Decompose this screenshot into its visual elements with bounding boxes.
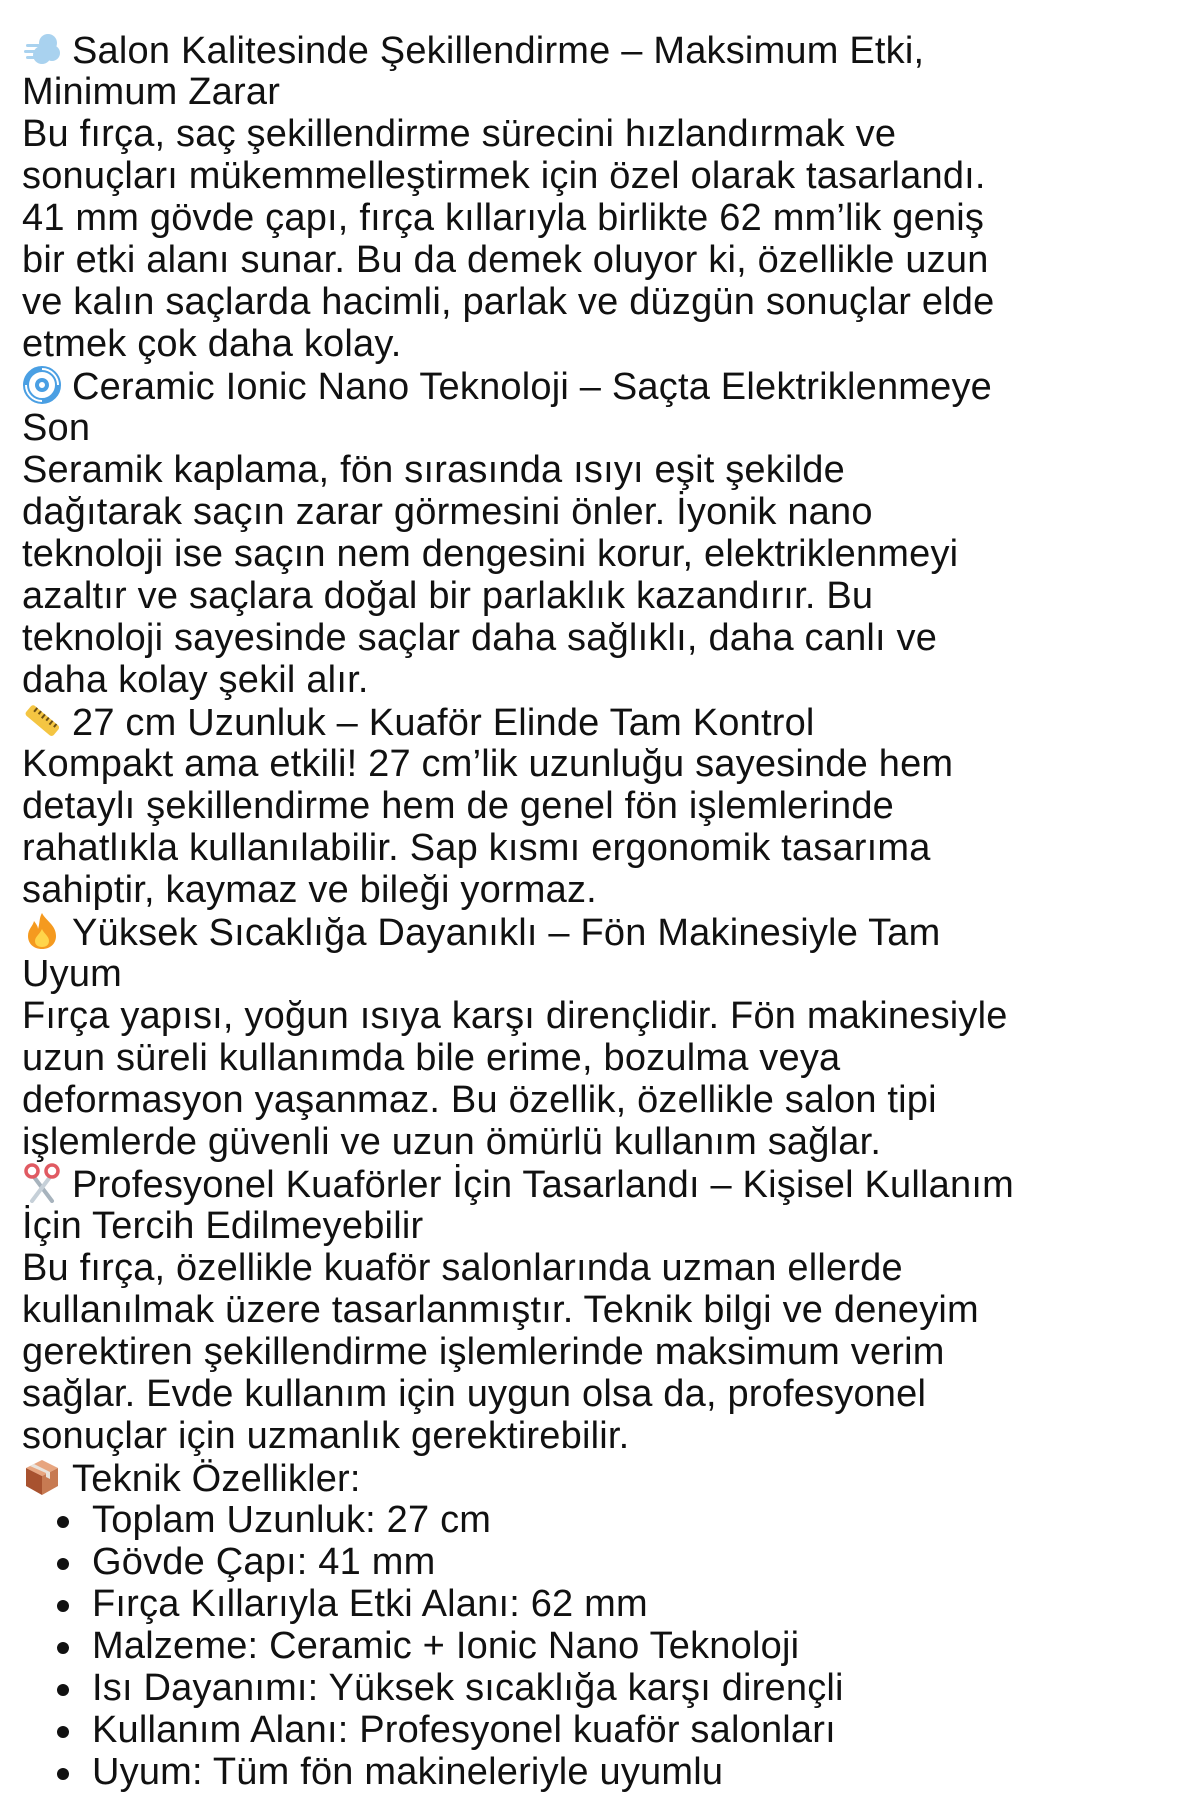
body-line: etmek çok daha kolay. [22, 323, 402, 365]
body-line: Fırça yapısı, yoğun ısıya karşı dirençlidir. Fön makinesiyle [22, 995, 1008, 1037]
body-line: sahiptir, kaymaz ve bileği yormaz. [22, 869, 597, 911]
body-line: sonuçları mükemmelleştirmek için özel olarak tasarlandı. [22, 155, 986, 197]
package-icon [22, 1457, 62, 1497]
body-line: dağıtarak saçın zarar görmesini önler. İyonik nano [22, 491, 873, 533]
spec-item: Gövde Çapı: 41 mm [22, 1541, 1200, 1583]
ruler-icon [22, 701, 62, 741]
section-length [22, 701, 1200, 911]
spec-item: Isı Dayanımı: Yüksek sıcaklığa karşı dirençli [22, 1667, 1200, 1709]
body-line: Seramik kaplama, fön sırasında ısıyı eşit şekilde [22, 449, 845, 491]
section-heading: Ceramic Ionic Nano Teknoloji – Saçta Elektriklenmeye [22, 365, 1200, 407]
body-line: sonuçlar için uzmanlık gerektirebilir. [22, 1415, 630, 1457]
bullet-icon [57, 1558, 69, 1570]
bullet-icon [57, 1726, 69, 1738]
bullet-icon [57, 1684, 69, 1696]
spec-item: Fırça Kıllarıyla Etki Alanı: 62 mm [22, 1583, 1200, 1625]
spec-item: Uyum: Tüm fön makineleriyle uyumlu [22, 1751, 1200, 1793]
body-line: 41 mm gövde çapı, fırça kıllarıyla birlikte 62 mm’lik geniş [22, 197, 985, 239]
bullet-icon [57, 1516, 69, 1528]
section-ceramic-ionic [22, 365, 1200, 701]
body-line: deformasyon yaşanmaz. Bu özellik, özellikle salon tipi [22, 1079, 937, 1121]
section-professional [22, 1163, 1200, 1457]
body-line: daha kolay şekil alır. [22, 659, 369, 701]
section-heading-cont: Son [22, 407, 91, 449]
spec-item: Kullanım Alanı: Profesyonel kuaför salonları [22, 1709, 1200, 1751]
spec-item: Malzeme: Ceramic + Ionic Nano Teknoloji [22, 1625, 1200, 1667]
bullet-icon [57, 1642, 69, 1654]
body-line: azaltır ve saçlara doğal bir parlaklık kazandırır. Bu [22, 575, 874, 617]
fire-icon [22, 911, 62, 951]
dash-wind-icon [22, 29, 62, 69]
body-line: teknoloji ise saçın nem dengesini korur, elektriklenmeyi [22, 533, 959, 575]
body-line: sağlar. Evde kullanım için uygun olsa da, profesyonel [22, 1373, 927, 1415]
section-heading: 27 cm Uzunluk – Kuaför Elinde Tam Kontrol [22, 701, 1200, 743]
section-heading: Profesyonel Kuaförler İçin Tasarlandı – Kişisel Kullanım [22, 1163, 1200, 1205]
cyclone-icon [22, 365, 62, 405]
bullet-icon [57, 1600, 69, 1612]
body-line: işlemlerde güvenli ve uzun ömürlü kullanım sağlar. [22, 1121, 882, 1163]
section-heading-cont: Minimum Zarar [22, 71, 281, 113]
bullet-icon [57, 1768, 69, 1780]
body-line: gerektiren şekillendirme işlemlerinde maksimum verim [22, 1331, 945, 1373]
body-line: teknoloji sayesinde saçlar daha sağlıklı, daha canlı ve [22, 617, 938, 659]
body-line: rahatlıkla kullanılabilir. Sap kısmı ergonomik tasarıma [22, 827, 931, 869]
section-heading: Yüksek Sıcaklığa Dayanıklı – Fön Makinesiyle Tam [22, 911, 1200, 953]
section-heading: Salon Kalitesinde Şekillendirme – Maksimum Etki, [22, 29, 1200, 71]
body-line: ve kalın saçlarda hacimli, parlak ve düzgün sonuçlar elde [22, 281, 995, 323]
body-line: Kompakt ama etkili! 27 cm’lik uzunluğu sayesinde hem [22, 743, 954, 785]
body-line: kullanılmak üzere tasarlanmıştır. Teknik bilgi ve deneyim [22, 1289, 979, 1331]
body-line: Bu fırça, özellikle kuaför salonlarında uzman ellerde [22, 1247, 903, 1289]
body-line: Bu fırça, saç şekillendirme sürecini hızlandırmak ve [22, 113, 897, 155]
section-styling [22, 29, 1200, 365]
section-heat-resistance [22, 911, 1200, 1163]
body-line: bir etki alanı sunar. Bu da demek oluyor ki, özellikle uzun [22, 239, 989, 281]
section-heading-cont: İçin Tercih Edilmeyebilir [22, 1205, 424, 1247]
spec-item: Toplam Uzunluk: 27 cm [22, 1499, 1200, 1541]
specs-heading: Teknik Özellikler: [22, 1457, 1200, 1499]
section-heading-cont: Uyum [22, 953, 123, 995]
scissors-icon [22, 1163, 62, 1203]
body-line: uzun süreli kullanımda bile erime, bozulma veya [22, 1037, 841, 1079]
body-line: detaylı şekillendirme hem de genel fön işlemlerinde [22, 785, 894, 827]
section-tech-specs [22, 1457, 1200, 1793]
specs-list [22, 1499, 1200, 1793]
